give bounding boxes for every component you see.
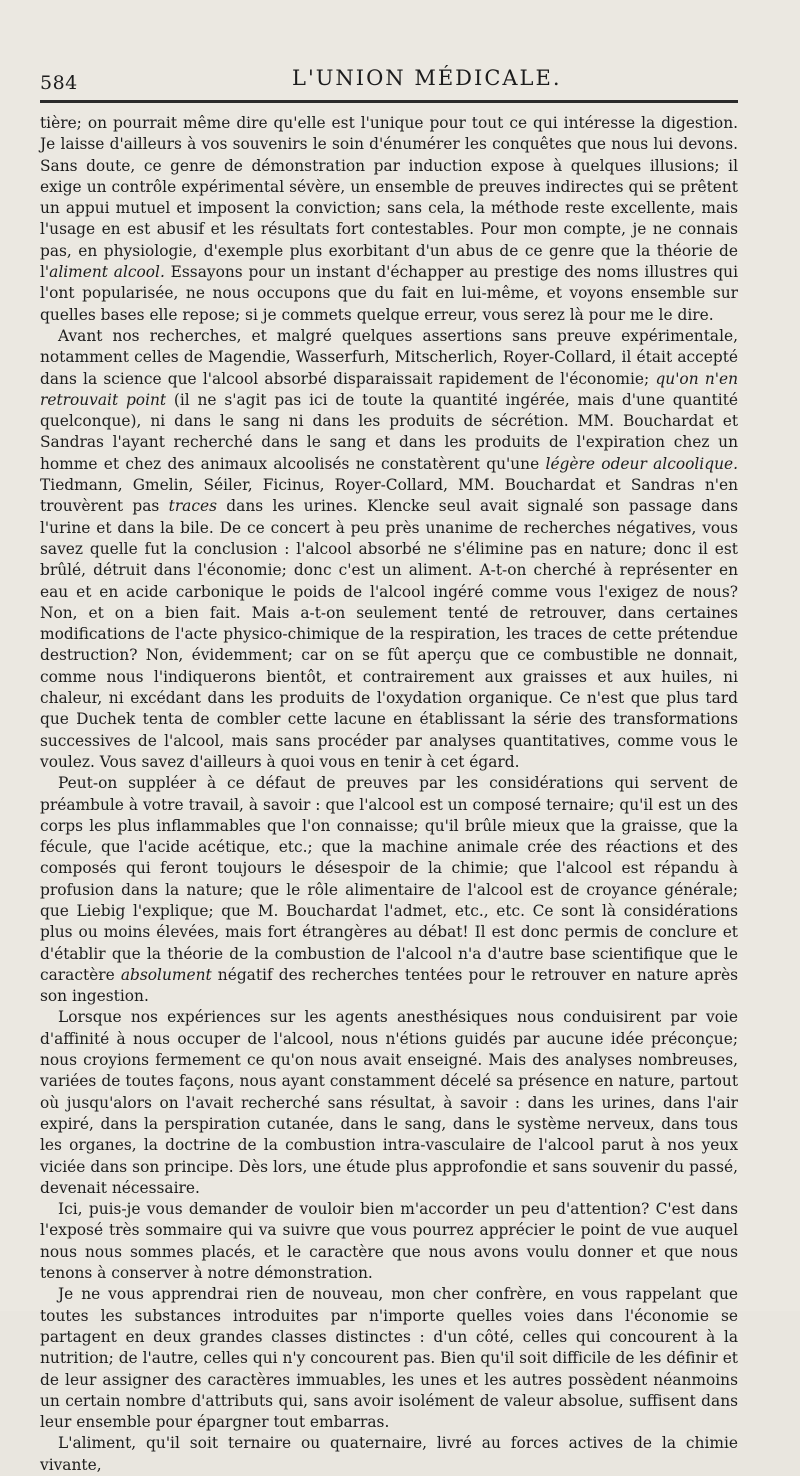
header-rule bbox=[40, 100, 738, 103]
text-run: négatif des recherches tentées pour le retrouver en nature après son ingestion. bbox=[40, 965, 738, 1006]
body-text bbox=[40, 113, 738, 1476]
text-run: tière; on pourrait même dire qu'elle est l'unique pour tout ce qui intéresse la digestion. Je laisse d'ailleurs à vos souvenirs le soin d'énumérer les conquêtes que nous lui devons. Sans doute, ce genre de démonstration par induction expose à quelques illusions; il exige un contrôle expérimental sévère, un ensemble de preuves indirectes qui se prêtent un appui mutuel et imposent la conviction; sans cela, la méthode reste excellente, mais l'usage en est abusif et les résultats fort contestables. Pour mon compte, je ne connais pas, en physiologie, d'exemple plus exorbitant d'un abus de ce genre que la théorie de l' bbox=[40, 114, 738, 282]
text-run: dans les urines. Klencke seul avait signalé son passage dans l'urine et dans la bile. De ce concert à peu près unanime de recherches négatives, vous savez quelle fut la conclusion : l'alcool absorbé ne s'élimine pas en nature; donc il est brûlé, détruit dans l'économie; donc c'est un aliment. A-t-on cherché à représenter en eau et en acide carbonique le poids de l'alcool ingéré comme vous l'exigez de nous? Non, et on a bien fait. Mais a-t-on seulement tenté de retrouver, dans certaines modifications de l'acte physico-chimique de la respiration, les traces de cette prétendue destruction? Non, évidemment; car on se fût aperçu que ce combustible ne donnait, comme nous l'indiquerons bientôt, et contrairement aux graisses et aux huiles, ni chaleur, ni excédant dans les produits de l'oxydation organique. Ce n'est que plus tard que Duchek tenta de combler cette lacune en établissant la série des transformations successives de l'alcool, mais sans procéder par analyses quantitatives, comme vous le voulez. Vous savez d'ailleurs à quoi vous en tenir à cet égard. bbox=[40, 497, 738, 771]
text-run: Essayons pour un instant d'échapper au prestige des noms illustres qui l'ont popularisée, ne nous occupons que du fait en lui-même, et voyons ensemble sur quelles bases elle repose; si je commets quelque erreur, vous serez là pour me le dire. bbox=[40, 263, 738, 324]
page-header bbox=[40, 62, 738, 96]
italic-text: qu'on n'en retrouvait point bbox=[40, 369, 738, 409]
text-run: Peut-on suppléer à ce défaut de preuves par les considérations qui servent de préambule à votre travail, à savoir : que l'alcool est un composé ternaire; qu'il est un des corps les plus inflammables que l'on connaisse; qu'il brûle mieux que la graisse, que la fécule, que l'acide acétique, etc.; que la machine animale crée des réactions et des composés qui feront toujours le désespoir de la chimie; que l'alcool est répandu à profusion dans la nature; que le rôle alimentaire de l'alcool est de croyance générale; que Liebig l'explique; que M. Bouchardat l'admet, etc., etc. Ce sont là considérations plus ou moins élevées, mais fort étrangères au débat! Il est donc permis de conclure et d'établir que la théorie de la combustion de l'alcool n'a d'autre base scientifique que le caractère bbox=[40, 774, 738, 984]
page-number: 584 bbox=[40, 72, 78, 94]
paragraph bbox=[40, 113, 738, 326]
italic-text: légère odeur alcoolique. bbox=[545, 454, 738, 473]
paragraph bbox=[40, 1433, 738, 1476]
italic-text: aliment alcool. bbox=[49, 263, 165, 282]
paragraph bbox=[40, 326, 738, 773]
running-title: L'UNION MÉDICALE. bbox=[292, 66, 562, 90]
text-run: Avant nos recherches, et malgré quelques assertions sans preuve expérimentale, notamment celles de Magendie, Wasserfurh, Mitscherlich, Royer-Collard, il était accepté dans la science que l'alcool absorbé disparaissait rapidement de l'économie; bbox=[40, 326, 738, 388]
paragraph bbox=[40, 1284, 738, 1433]
text-run: Lorsque nos expériences sur les agents anesthésiques nous conduisirent par voie d'affinité à nous occuper de l'alcool, nous n'étions guidés par aucune idée préconçue; nous croyions fermement ce qu'on nous avait enseigné. Mais des analyses nombreuses, variées de toutes façons, nous ayant constamment décelé sa présence en nature, partout où jusqu'alors on l'avait recherché sans résultat, à savoir : dans les urines, dans l'air expiré, dans la perspiration cutanée, dans le sang, dans le système nerveux, dans tous les organes, la doctrine de la combustion intra-vasculaire de l'alcool parut à nos yeux viciée dans son principe. Dès lors, une étude plus approfondie et sans souvenir du passé, devenait nécessaire. bbox=[40, 1008, 738, 1197]
paragraph bbox=[40, 773, 738, 1007]
paragraph bbox=[40, 1199, 738, 1284]
text-run: L'aliment, qu'il soit ternaire ou quaternaire, livré au forces actives de la chimie vivante, bbox=[40, 1434, 738, 1474]
text-run: Tiedmann, Gmelin, Séiler, Ficinus, Royer-Collard, MM. Bouchardat et Sandras n'en trouvèrent pas bbox=[40, 476, 738, 516]
paragraph bbox=[40, 1007, 738, 1199]
text-run: (il ne s'agit pas ici de toute la quantité ingérée, mais d'une quantité quelconque), ni dans le sang ni dans les produits de sécrétion. MM. Bouchardat et Sandras l'ayant recherché dans le sang et dans les produits de l'expiration chez un homme et chez des animaux alcoolisés ne constatèrent qu'une bbox=[40, 390, 738, 473]
italic-text: traces bbox=[168, 497, 217, 516]
text-run: Je ne vous apprendrai rien de nouveau, mon cher confrère, en vous rappelant que toutes les substances introduites par n'importe quelles voies dans l'économie se partagent en deux grandes classes distinctes : d'un côté, celles qui concourent à la nutrition; de l'autre, celles qui n'y concourent pas. Bien qu'il soit difficile de les définir et de leur assigner des caractères immuables, les unes et les autres possèdent néanmoins un certain nombre d'attributs qui, sans avoir isolément de valeur absolue, suffisent dans leur ensemble pour épargner tout embarras. bbox=[40, 1285, 738, 1432]
italic-text: absolument bbox=[120, 965, 212, 984]
text-run: Ici, puis-je vous demander de vouloir bien m'accorder un peu d'attention? C'est dans l'exposé très sommaire qui va suivre que vous pourrez apprécier le point de vue auquel nous nous sommes placés, et le caractère que nous avons voulu donner et que nous tenons à conserver à notre démonstration. bbox=[40, 1200, 738, 1283]
